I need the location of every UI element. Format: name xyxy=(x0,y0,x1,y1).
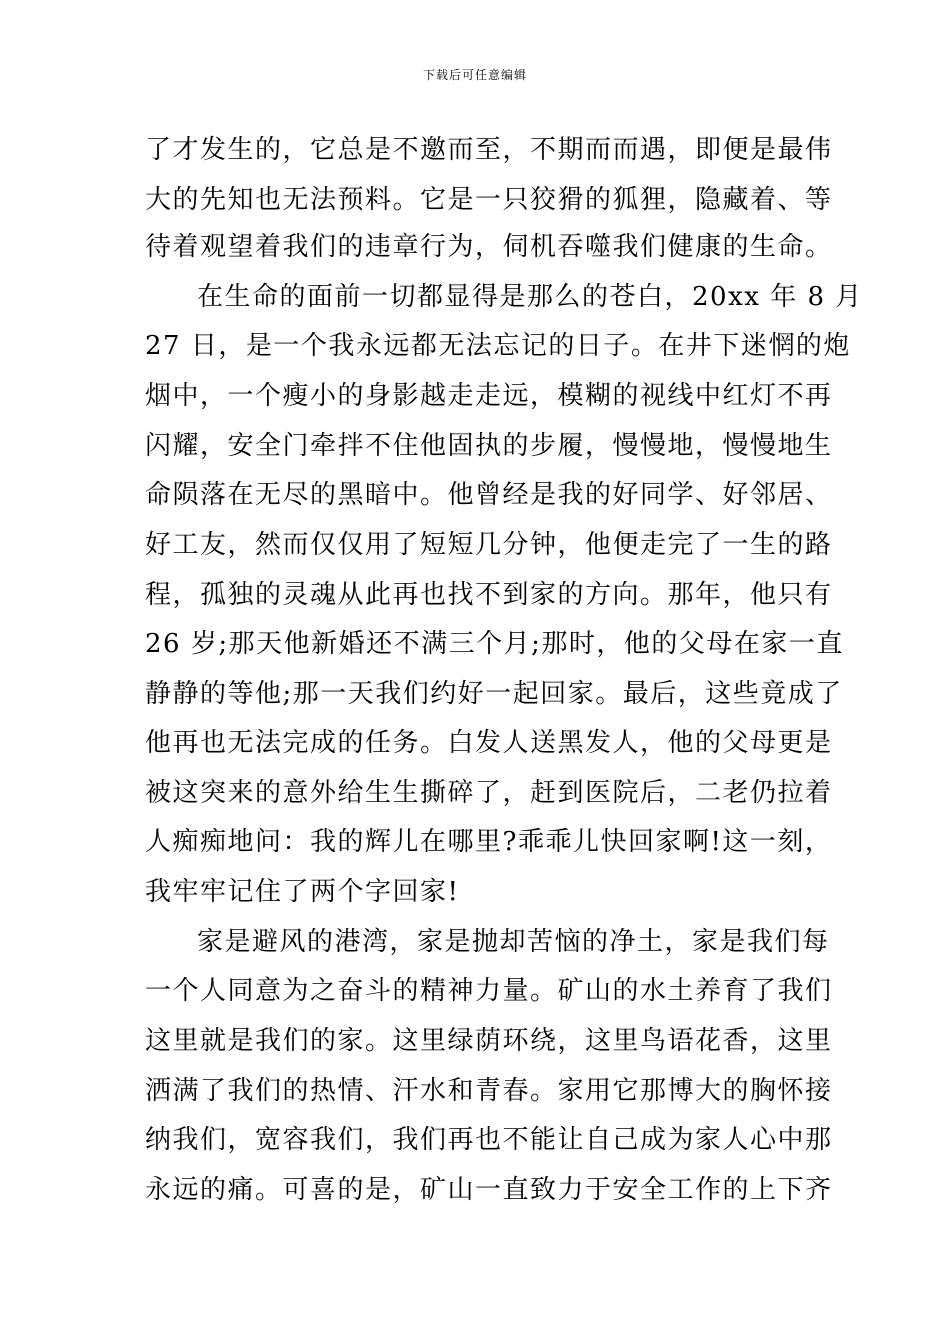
text-line: 命陨落在无尽的黑暗中。他曾经是我的好同学、好邻居、 xyxy=(145,480,833,510)
text-line: 这里就是我们的家。这里绿荫环绕，这里鸟语花香，这里 xyxy=(145,1026,833,1056)
text-line: 他再也无法完成的任务。白发人送黑发人，他的父母更是 xyxy=(145,728,833,758)
page-header: 下载后可任意编辑 xyxy=(422,68,527,82)
text-line: 27 日，是一个我永远都无法忘记的日子。在井下迷惘的炮 xyxy=(145,331,851,361)
text-line: 我牢牢记住了两个字回家! xyxy=(145,877,460,907)
text-line: 烟中，一个瘦小的身影越走走远，模糊的视线中红灯不再 xyxy=(145,381,833,411)
text-line: 了才发生的，它总是不邀而至，不期而而遇，即便是最伟 xyxy=(145,135,833,165)
text-line: 好工友，然而仅仅用了短短几分钟，他便走完了一生的路 xyxy=(145,530,833,560)
text-line: 一个人同意为之奋斗的精神力量。矿山的水土养育了我们 xyxy=(145,976,833,1006)
text-line: 静静的等他;那一天我们约好一起回家。最后，这些竟成了 xyxy=(145,679,843,709)
text-line: 待着观望着我们的违章行为，伺机吞噬我们健康的生命。 xyxy=(145,232,833,262)
text-line: 26 岁;那天他新婚还不满三个月;那时，他的父母在家一直 xyxy=(145,629,844,659)
text-line: 程，孤独的灵魂从此再也找不到家的方向。那年，他只有 xyxy=(145,580,833,610)
text-line: 被这突来的意外给生生撕碎了，赶到医院后，二老仍拉着 xyxy=(145,778,833,808)
text-line: 永远的痛。可喜的是，矿山一直致力于安全工作的上下齐 xyxy=(145,1175,833,1205)
text-line: 大的先知也无法预料。它是一只狡猾的狐狸，隐藏着、等 xyxy=(145,185,833,215)
text-line: 纳我们，宽容我们，我们再也不能让自己成为家人心中那 xyxy=(145,1125,833,1155)
text-line: 人痴痴地问：我的辉儿在哪里?乖乖儿快回家啊!这一刻， xyxy=(145,827,833,857)
text-line: 闪耀，安全门牵拌不住他固执的步履，慢慢地，慢慢地生 xyxy=(145,431,833,461)
paragraph-start-line: 家是避风的港湾，家是抛却苦恼的净土，家是我们每 xyxy=(197,927,830,957)
paragraph-start-line: 在生命的面前一切都显得是那么的苍白，20xx 年 8 月 xyxy=(197,282,863,312)
text-line: 洒满了我们的热情、汗水和青春。家用它那博大的胸怀接 xyxy=(145,1076,833,1106)
